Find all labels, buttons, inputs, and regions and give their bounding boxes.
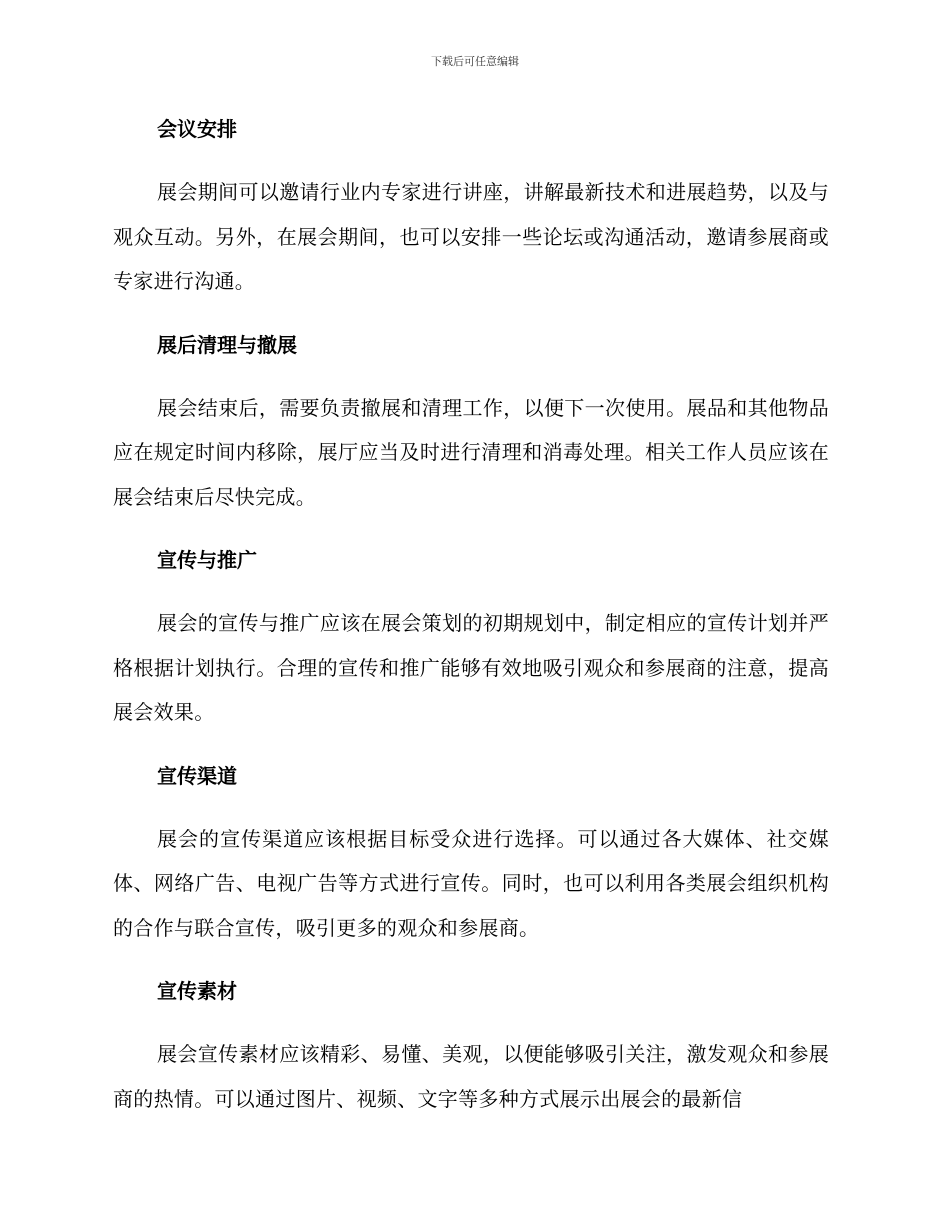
section-heading: 会议安排: [157, 117, 237, 141]
section-heading: 宣传渠道: [157, 763, 237, 788]
section-paragraph: 展会的宣传与推广应该在展会策划的初期规划中，制定相应的宣传计划并严格根据计划执行。合理的宣传和推广能够有效地吸引观众和参展商的注意，提高展会效果。: [113, 611, 829, 724]
section-publicity-materials: [113, 972, 829, 1121]
section-paragraph: 展会宣传素材应该精彩、易懂、美观，以便能够吸引关注，激发观众和参展商的热情。可以通过图片、视频、文字等多种方式展示出展会的最新信: [113, 1042, 829, 1111]
page-header-note: 下载后可任意编辑: [431, 55, 519, 68]
section-heading: 宣传与推广: [157, 548, 257, 572]
section-paragraph: 展会的宣传渠道应该根据目标受众进行选择。可以通过各大媒体、社交媒体、网络广告、电视广告等方式进行宣传。同时，也可以利用各类展会组织机构的合作与联合宣传，吸引更多的观众和参展商。: [113, 826, 829, 940]
section-paragraph: 展会结束后，需要负责撤展和清理工作，以便下一次使用。展品和其他物品应在规定时间内移除，展厅应当及时进行清理和消毒处理。相关工作人员应该在展会结束后尽快完成。: [113, 395, 829, 509]
section-heading: 展后清理与撤展: [157, 332, 297, 357]
section-publicity-promotion: [113, 541, 829, 735]
document-content: [113, 110, 829, 1143]
section-post-exhibition-cleanup: [113, 326, 829, 520]
section-paragraph: 展会期间可以邀请行业内专家进行讲座，讲解最新技术和进展趋势，以及与观众互动。另外，在展会期间，也可以安排一些论坛或沟通活动，邀请参展商或专家进行沟通。: [113, 180, 829, 293]
section-publicity-channels: [113, 757, 829, 951]
section-heading: 宣传素材: [157, 979, 237, 1003]
section-meeting-arrangement: [113, 110, 829, 304]
